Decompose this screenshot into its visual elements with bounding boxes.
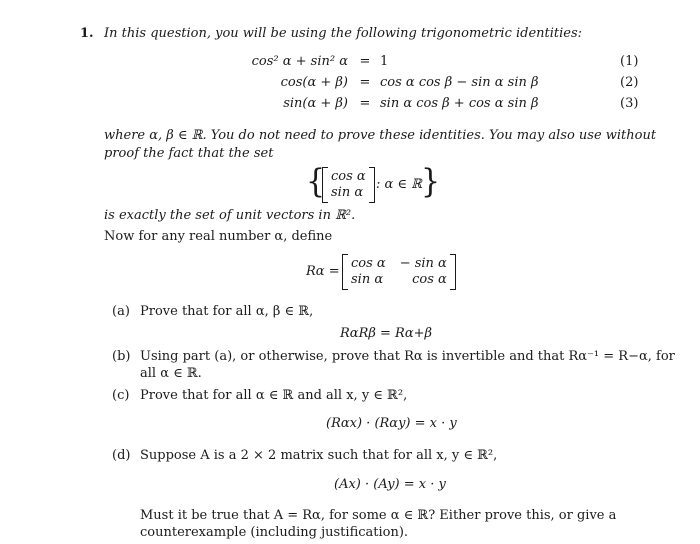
matrix-entry: − sin α — [399, 256, 447, 271]
set-vector-entry: cos α — [331, 169, 366, 184]
matrix-right-bracket — [450, 254, 456, 290]
identities-block — [208, 54, 648, 116]
identity-row — [208, 96, 648, 114]
where-text-line2: proof the fact that the set — [104, 146, 274, 161]
identity-lhs: sin(α + β) — [283, 96, 348, 111]
part-c-display: (Rαx) · (Rαy) = x · y — [326, 416, 457, 431]
identity-relation: = — [359, 96, 371, 111]
set-vector — [322, 168, 375, 202]
rotation-matrix — [342, 255, 456, 289]
identity-rhs: cos α cos β − sin α sin β — [380, 75, 539, 90]
part-b-text-cont: all α ∈ ℝ. — [140, 366, 202, 381]
identity-relation: = — [359, 54, 371, 69]
set-right-brace: } — [421, 162, 441, 201]
matrix-entry: cos α — [412, 272, 447, 287]
question-intro: In this question, you will be using the following trigonometric identities: — [104, 26, 583, 41]
identity-number: (3) — [620, 96, 639, 111]
where-text-line1: where α, β ∈ ℝ. You do not need to prove these identities. You may also use without — [104, 128, 657, 143]
matrix-entry: sin α — [351, 272, 384, 287]
matrix-left-bracket — [342, 254, 348, 290]
identity-number: (1) — [620, 54, 639, 69]
unit-vectors-text: is exactly the set of unit vectors in ℝ². — [104, 208, 356, 223]
identity-rhs: sin α cos β + cos α sin β — [380, 96, 539, 111]
part-d-question: Must it be true that A = Rα, for some α ∈ ℝ? Either prove this, or give a — [140, 508, 617, 523]
part-d-text: Suppose A is a 2 × 2 matrix such that for all x, y ∈ ℝ², — [140, 448, 498, 463]
rotation-lhs: Rα = — [306, 264, 340, 279]
set-vector-entry: sin α — [331, 185, 364, 200]
part-a-label: (a) — [112, 304, 130, 319]
identity-rhs: 1 — [380, 54, 389, 69]
matrix-entry: cos α — [351, 256, 386, 271]
matrix-left-bracket — [322, 167, 328, 203]
part-b-text: Using part (a), or otherwise, prove that Rα is invertible and that Rα⁻¹ = R−α, for — [140, 349, 675, 364]
identity-lhs: cos(α + β) — [280, 75, 348, 90]
define-text: Now for any real number α, define — [104, 229, 333, 244]
part-b-label: (b) — [112, 349, 131, 364]
identity-row — [208, 54, 648, 72]
part-a-text: Prove that for all α, β ∈ ℝ, — [140, 304, 314, 319]
part-d-question-cont: counterexample (including justification). — [140, 525, 409, 540]
part-c-text: Prove that for all α ∈ ℝ and all x, y ∈ ℝ², — [140, 388, 408, 403]
identity-lhs: cos² α + sin² α — [251, 54, 348, 69]
identity-number: (2) — [620, 75, 639, 90]
set-condition: : α ∈ ℝ — [376, 177, 422, 192]
part-d-label: (d) — [112, 448, 131, 463]
matrix-right-bracket — [369, 167, 375, 203]
part-c-label: (c) — [112, 388, 130, 403]
part-d-display: (Ax) · (Ay) = x · y — [334, 477, 446, 492]
part-a-display: RαRβ = Rα+β — [340, 326, 433, 341]
set-left-brace: { — [306, 162, 326, 201]
identity-row — [208, 75, 648, 93]
question-number: 1. — [80, 26, 94, 41]
identity-relation: = — [359, 75, 371, 90]
